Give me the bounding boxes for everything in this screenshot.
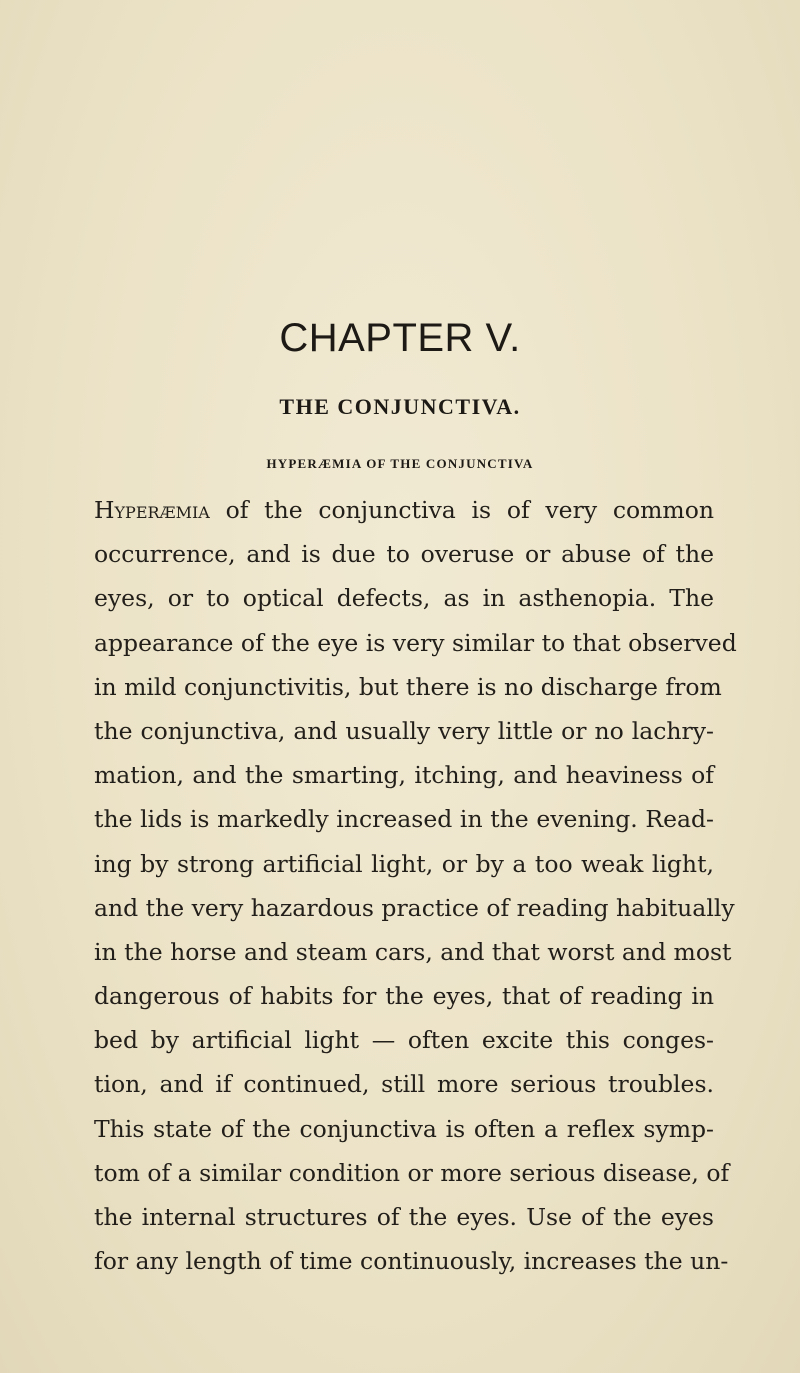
subsection-heading: HYPERÆMIA OF THE CONJUNCTIVA (266, 456, 534, 471)
text-line: and the very hazardous practice of reading habitually (94, 893, 735, 922)
text-line: dangerous of habits for the eyes, that of reading in (94, 982, 714, 1011)
text-line: the internal structures of the eyes. Use of the eyes (94, 1203, 714, 1231)
lead-word: Hyperæmia (94, 496, 210, 524)
text-line: bed by artificial light — often excite this conges- (94, 1026, 714, 1055)
text-line: tom of a similar condition or more serious disease, of (94, 1158, 730, 1187)
text-line: appearance of the eye is very similar to that observed (94, 628, 737, 657)
text-line: ing by strong artificial light, or by a too weak light, (94, 849, 714, 878)
text-line: in mild conjunctivitis, but there is no discharge from (94, 672, 722, 701)
text-line-rest: of the conjunctiva is of very common (209, 496, 714, 524)
text-line: occurrence, and is due to overuse or abuse of the (94, 540, 714, 569)
paragraph (94, 488, 737, 1283)
text-line (94, 488, 714, 532)
text-line: the conjunctiva, and usually very little or no lachry- (94, 716, 714, 745)
text-line: mation, and the smarting, itching, and heaviness of (94, 761, 714, 790)
text-line: in the horse and steam cars, and that worst and most (94, 937, 732, 966)
section-heading: THE CONJUNCTIVA. (279, 394, 521, 419)
text-line: for any length of time continuously, increases the un- (94, 1247, 729, 1276)
text-line: the lids is markedly increased in the evening. Read- (94, 805, 714, 834)
text-line: This state of the conjunctiva is often a reflex symp- (94, 1114, 714, 1143)
text-line: eyes, or to optical defects, as in asthenopia. The (94, 584, 714, 613)
chapter-heading: CHAPTER V. (279, 316, 521, 360)
text-line: tion, and if continued, still more serious troubles. (94, 1070, 714, 1099)
